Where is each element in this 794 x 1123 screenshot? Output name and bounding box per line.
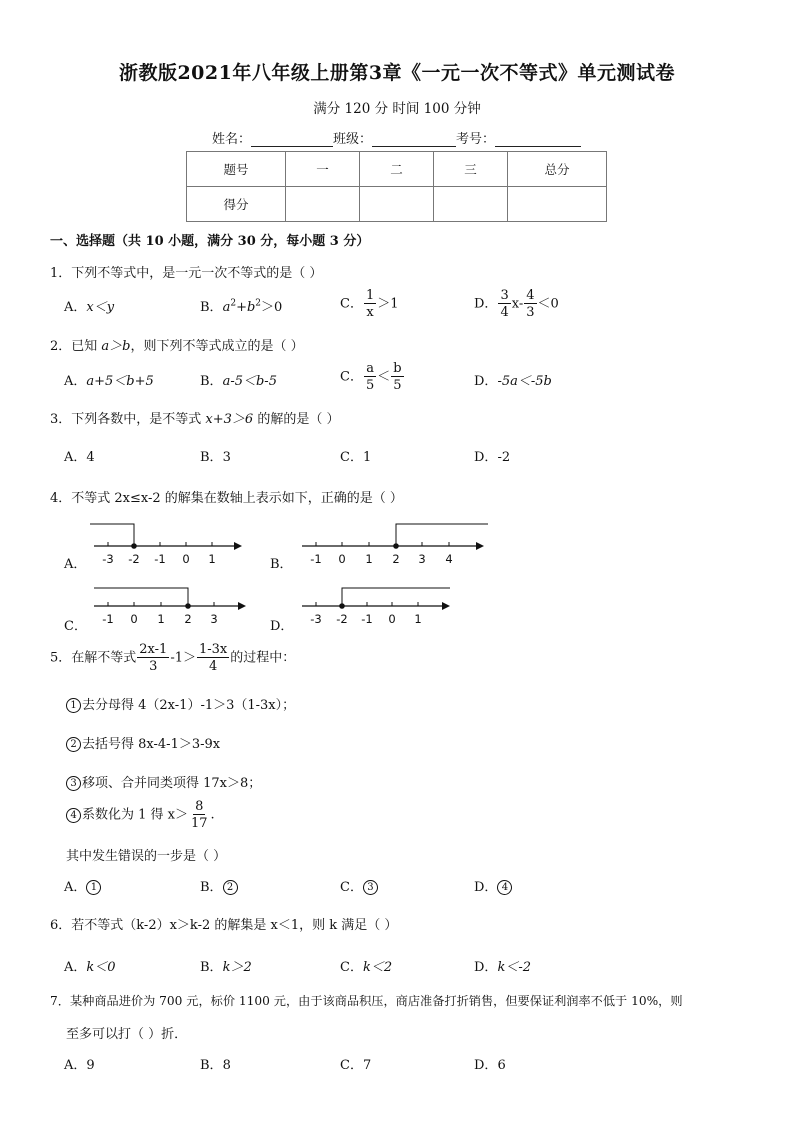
table-cell: 总分 — [508, 152, 607, 187]
q3-option-d[interactable] — [474, 446, 510, 465]
fraction — [189, 800, 210, 830]
option-label: B． — [200, 450, 223, 465]
exam-subtitle: 满分 120 分 时间 100 分钟 — [313, 101, 481, 117]
tick-label: -1 — [102, 612, 114, 626]
q5-option-d[interactable] — [474, 876, 513, 895]
tick-label: 0 — [388, 612, 396, 626]
q1-option-b[interactable] — [200, 296, 282, 315]
option-label: D． — [474, 880, 498, 895]
q5-step-3 — [66, 772, 261, 791]
solution-ray — [342, 588, 450, 606]
option-text: -5a＜-5b — [497, 374, 552, 389]
question-5-stem — [50, 643, 295, 673]
option-text: 2 — [223, 880, 238, 895]
tick-label: 0 — [130, 612, 138, 626]
option-label: B． — [200, 300, 223, 315]
tick-label: 0 — [182, 552, 190, 566]
student-info-line — [212, 128, 581, 147]
fraction — [364, 289, 376, 319]
q2-option-a[interactable] — [64, 370, 154, 389]
option-label: D． — [474, 296, 498, 312]
step-number: 2 — [66, 737, 81, 752]
tick-label: -3 — [102, 552, 114, 566]
denominator: 5 — [393, 378, 402, 393]
q7-option-d[interactable] — [474, 1054, 506, 1073]
option-label: C． — [340, 880, 363, 895]
fraction — [391, 362, 403, 392]
section-title: 一、选择题（共 10 小题，满分 30 分，每小题 3 分） — [50, 234, 370, 249]
denominator: 17 — [191, 816, 208, 831]
option-label: A． — [64, 960, 87, 975]
tick-label: 4 — [445, 552, 453, 566]
score-table-header-row — [187, 152, 607, 187]
q2-option-d[interactable] — [474, 370, 552, 389]
option-label: A． — [64, 1058, 87, 1073]
class-blank[interactable] — [372, 132, 456, 147]
tick-label: 1 — [208, 552, 216, 566]
denominator: x — [366, 305, 374, 320]
q2-option-c[interactable] — [340, 362, 405, 392]
table-cell: 一 — [286, 152, 360, 187]
class-label: 班级： — [333, 132, 373, 147]
tick-label: 1 — [157, 612, 165, 626]
table-cell: 题号 — [187, 152, 286, 187]
option-text: k＜-2 — [497, 960, 531, 975]
numerator: 4 — [526, 288, 535, 303]
score-cell[interactable] — [434, 187, 508, 222]
option-label: D． — [474, 1058, 498, 1073]
q1-option-c[interactable] — [340, 289, 399, 319]
fraction — [364, 362, 376, 392]
q6-option-a[interactable] — [64, 956, 116, 975]
tick-label: 2 — [392, 552, 400, 566]
numerator: 8 — [195, 799, 204, 814]
q4-option-d[interactable]: D． — [270, 619, 294, 634]
step-text: 去括号得 8x-4-1＞3-9x — [82, 737, 221, 752]
number-line-a — [90, 520, 250, 570]
q5-option-a[interactable] — [64, 876, 102, 895]
option-text: x- — [511, 296, 524, 312]
fraction — [197, 643, 229, 673]
denominator: 3 — [526, 305, 535, 320]
numerator: 2x-1 — [139, 642, 168, 657]
stem-text: 5．在解不等式 — [50, 650, 137, 666]
q7-option-c[interactable] — [340, 1054, 371, 1073]
q6-option-b[interactable] — [200, 956, 252, 975]
option-label: A． — [64, 300, 87, 315]
stem-math: x+3＞6 — [205, 412, 254, 427]
q5-option-b[interactable] — [200, 876, 239, 895]
q3-option-a[interactable] — [64, 446, 95, 465]
fraction — [524, 289, 536, 319]
stem-math: a＞b — [101, 339, 131, 354]
tick-label: -2 — [336, 612, 348, 626]
q1-option-d[interactable] — [474, 289, 559, 319]
id-label: 考号： — [456, 132, 496, 147]
q5-option-c[interactable] — [340, 876, 379, 895]
step-number: 3 — [66, 776, 81, 791]
option-label: D． — [474, 450, 498, 465]
axis-arrow — [442, 602, 450, 610]
tick-label: 0 — [338, 552, 346, 566]
tick-label: -1 — [361, 612, 373, 626]
numerator: 1 — [365, 288, 375, 303]
q7-option-b[interactable] — [200, 1054, 231, 1073]
denominator: 5 — [365, 378, 375, 393]
option-text: -2 — [497, 450, 511, 465]
stem-text: 2．已知 — [50, 339, 102, 354]
score-table — [186, 151, 607, 222]
q5-question: 其中发生错误的一步是（ ） — [66, 849, 227, 864]
axis-arrow — [234, 542, 242, 550]
question-3-stem — [50, 408, 339, 427]
exponent: 2 — [230, 298, 237, 309]
numerator: 1-3x — [199, 642, 228, 657]
question-4-stem: 4．不等式 2x≤x-2 的解集在数轴上表示如下，正确的是（ ） — [50, 491, 403, 506]
option-label: B． — [200, 1058, 223, 1073]
score-table-score-row — [187, 187, 607, 222]
option-text: 7 — [362, 1058, 372, 1073]
step-text: 移项、合并同类项得 17x＞8； — [82, 776, 262, 791]
option-label: D． — [474, 960, 498, 975]
q5-step-1 — [66, 694, 295, 713]
score-cell[interactable] — [286, 187, 360, 222]
option-label: C． — [340, 369, 363, 385]
tick-label: -1 — [154, 552, 166, 566]
tick-label: 3 — [418, 552, 426, 566]
axis-arrow — [238, 602, 246, 610]
option-label: B． — [200, 374, 223, 389]
score-cell[interactable] — [508, 187, 607, 222]
option-text: 1 — [362, 450, 372, 465]
option-text: k＜0 — [86, 960, 116, 975]
table-cell: 得分 — [187, 187, 286, 222]
q3-option-b[interactable] — [200, 446, 231, 465]
score-cell[interactable] — [360, 187, 434, 222]
stem-text: -1＞ — [170, 650, 196, 666]
step-text: 系数化为 1 得 x＞ — [82, 807, 188, 823]
fraction — [498, 289, 510, 319]
table-cell: 三 — [434, 152, 508, 187]
tick-label: 3 — [210, 612, 218, 626]
question-6-stem: 6．若不等式（k-2）x＞k-2 的解集是 x＜1，则 k 满足（ ） — [50, 918, 398, 933]
q6-option-d[interactable] — [474, 956, 531, 975]
option-text: 9 — [86, 1058, 95, 1073]
numerator: 3 — [500, 288, 509, 303]
option-text: 4 — [497, 880, 512, 895]
option-label: A． — [64, 450, 87, 465]
stem-text: ，则下列不等式成立的是（ ） — [130, 339, 304, 354]
step-text: . — [210, 807, 215, 823]
option-label: B． — [200, 960, 223, 975]
step-number: 4 — [66, 808, 81, 823]
option-text: k＜2 — [362, 960, 393, 975]
option-label: C． — [340, 1058, 363, 1073]
q5-step-2 — [66, 733, 220, 752]
denominator: 3 — [149, 659, 158, 674]
q4-option-a[interactable]: A． — [64, 557, 87, 572]
option-text: ＜ — [377, 369, 391, 385]
question-7-stem-line1: 7．某种商品进价为 700 元，标价 1100 元，由于该商品积压，商店准备打折销售，但要保证利润率不低于 10%，则 — [50, 994, 683, 1008]
option-text: 1 — [86, 880, 101, 895]
option-text: 3 — [222, 450, 231, 465]
q5-step-4 — [66, 800, 215, 830]
step-number: 1 — [66, 698, 81, 713]
option-text: 8 — [222, 1058, 231, 1073]
number-line-d — [298, 584, 468, 634]
q3-option-c[interactable] — [340, 446, 371, 465]
option-label: B． — [200, 880, 223, 895]
page-title: 浙教版2021年八年级上册第3章《一元一次不等式》单元测试卷 — [118, 62, 676, 84]
option-text: ＜0 — [537, 296, 559, 312]
name-label: 姓名： — [212, 132, 252, 147]
q6-option-c[interactable] — [340, 956, 392, 975]
q4-option-b[interactable]: B． — [270, 557, 293, 572]
tick-label: 1 — [414, 612, 422, 626]
tick-label: -1 — [310, 552, 322, 566]
question-2-stem — [50, 335, 304, 354]
option-label: C． — [340, 296, 363, 312]
option-text: k＞2 — [222, 960, 252, 975]
fraction — [137, 643, 169, 673]
tick-label: -3 — [310, 612, 322, 626]
option-text: ＞1 — [377, 296, 399, 312]
exponent: 2 — [255, 298, 262, 309]
solution-ray — [396, 524, 488, 546]
option-text: ＞0 — [261, 300, 283, 315]
q1-option-a[interactable] — [64, 296, 114, 315]
option-label: D． — [474, 374, 498, 389]
tick-label: 1 — [365, 552, 373, 566]
denominator: 4 — [500, 305, 509, 320]
option-text: a+5＜b+5 — [86, 374, 154, 389]
question-7-stem-line2: 至多可以打（ ）折． — [66, 1027, 188, 1042]
question-1-stem: 1．下列不等式中，是一元一次不等式的是（ ） — [50, 266, 323, 281]
option-text: 6 — [497, 1058, 506, 1073]
denominator: 4 — [209, 659, 218, 674]
option-text: +b — [236, 300, 256, 315]
numerator: b — [393, 361, 402, 376]
numerator: a — [366, 361, 374, 376]
option-text: 3 — [363, 880, 378, 895]
table-cell: 二 — [360, 152, 434, 187]
number-line-b — [298, 520, 498, 570]
option-label: A． — [64, 880, 87, 895]
id-blank[interactable] — [495, 132, 581, 147]
number-line-c — [90, 584, 260, 634]
tick-label: -2 — [128, 552, 140, 566]
solution-ray — [90, 524, 134, 546]
stem-text: 3．下列各数中，是不等式 — [50, 412, 206, 427]
option-label: A． — [64, 374, 87, 389]
q4-option-c[interactable]: C． — [64, 619, 87, 634]
q2-option-b[interactable] — [200, 370, 277, 389]
option-label: C． — [340, 450, 363, 465]
axis-arrow — [476, 542, 484, 550]
tick-label: 2 — [184, 612, 192, 626]
step-text: 去分母得 4（2x-1）-1＞3（1-3x）； — [82, 698, 296, 713]
stem-text: 的过程中： — [230, 650, 296, 666]
option-text: a-5＜b-5 — [222, 374, 277, 389]
stem-text: 的解的是（ ） — [253, 412, 340, 427]
option-text: 4 — [86, 450, 95, 465]
option-label: C． — [340, 960, 363, 975]
option-text: a — [222, 300, 231, 315]
name-blank[interactable] — [251, 132, 333, 147]
q7-option-a[interactable] — [64, 1054, 95, 1073]
option-text: x＜y — [86, 300, 115, 315]
